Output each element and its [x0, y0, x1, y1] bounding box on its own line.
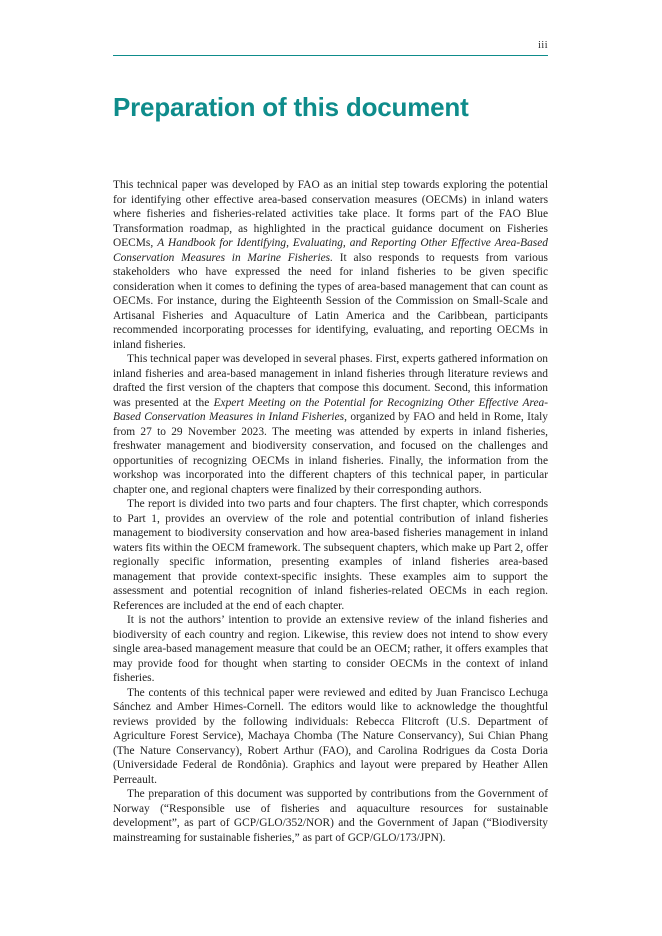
- paragraph-acknowledgements: [113, 686, 548, 788]
- meeting-title: Expert Meeting on the Potential for Recognizing Other Effective Area-Based Conservation Measures in Inland Fisheries: [113, 396, 549, 423]
- paragraph-funding: [113, 787, 548, 845]
- text-span: It is not the authors’ intention to provide an extensive review of the inland fisheries and biodiversity of each country and region. Likewise, this review does not intend to show every single area-based management measure that could be an OECM; rather, it offers examples that may provide food for thought when starting to consider OECMs in the context of inland fisheries.: [113, 614, 548, 684]
- text-span: This technical paper was developed in several phases. First, experts gathered information on inland fisheries and area-based management in inland fisheries through literature reviews and drafted the first version of the chapters that compose this document. Second, this information was presented at the: [113, 353, 548, 409]
- page-number: iii: [538, 40, 548, 51]
- paragraph-structure: [113, 497, 548, 613]
- handbook-title: A Handbook for Identifying, Evaluating, and Reporting Other Effective Area-Based Conservation Measures in Marine Fisheries.: [113, 237, 548, 264]
- paragraph-intro: [113, 178, 548, 352]
- page-title: Preparation of this document: [113, 92, 469, 122]
- text-span: The preparation of this document was supported by contributions from the Government of Norway (“Responsible use of fisheries and aquaculture resources for sustainable development”, as part of GCP/GLO/352/NOR) and the Government of Japan (“Biodiversity mainstreaming for sustainable fisheries,” as part of GCP/GLO/173/JPN).: [113, 788, 548, 844]
- paragraph-phases: [113, 352, 548, 497]
- text-span: It also responds to requests from various stakeholders who have expressed the need for inland fisheries to be given specific consideration when it comes to defining the types of area-based management that can count as OECMs. For instance, during the Eighteenth Session of the Commission on Small-Scale and Artisanal Fisheries and Aquaculture of Latin America and the Caribbean, participants recommended incorporating processes for identifying, evaluating, and reporting OECMs in inland fisheries.: [113, 251, 548, 351]
- text-span: This technical paper was developed by FAO as an initial step towards exploring the potential for identifying other effective area-based conservation measures (OECMs) in inland waters where fisheries and fisheries-related activities take place. It forms part of the FAO Blue Transformation roadmap, as highlighted in the practical guidance document on Fisheries OECMs,: [113, 179, 548, 249]
- text-span: , organized by FAO and held in Rome, Italy from 27 to 29 November 2023. The meeting was attended by experts in inland fisheries, freshwater management and biodiversity conservation, and focused on the challenges and opportunities of recognizing OECMs in inland fisheries. Finally, the information from the workshop was incorporated into the different chapters of this technical paper, in particular chapter one, and regional chapters were finalized by their corresponding authors.: [113, 411, 548, 496]
- paragraph-scope: [113, 613, 548, 686]
- text-span: The report is divided into two parts and four chapters. The first chapter, which corresponds to Part 1, provides an overview of the role and potential contribution of inland fisheries management to biodiversity conservation and how area-based fisheries management in inland waters fits within the OECM framework. The subsequent chapters, which make up Part 2, offer regionally specific information, presenting examples of inland fisheries area-based management that provide context-specific insights. These examples aim to support the assessment and potential recognition of inland fisheries-related OECMs in each region. References are included at the end of each chapter.: [113, 498, 548, 612]
- text-span: The contents of this technical paper were reviewed and edited by Juan Francisco Lechuga Sánchez and Amber Himes-Cornell. The editors would like to acknowledge the thoughtful reviews provided by the following individuals: Rebecca Flitcroft (U.S. Department of Agriculture Forest Service), Machaya Chomba (The Nature Conservancy), Sui Chian Phang (The Nature Conservancy), Robert Arthur (FAO), and Carolina Rodrigues da Costa Doria (Universidade Federal de Rondônia). Graphics and layout were prepared by Heather Allen Perreault.: [113, 686, 548, 786]
- body-text: [113, 178, 548, 845]
- header-rule: [113, 55, 548, 56]
